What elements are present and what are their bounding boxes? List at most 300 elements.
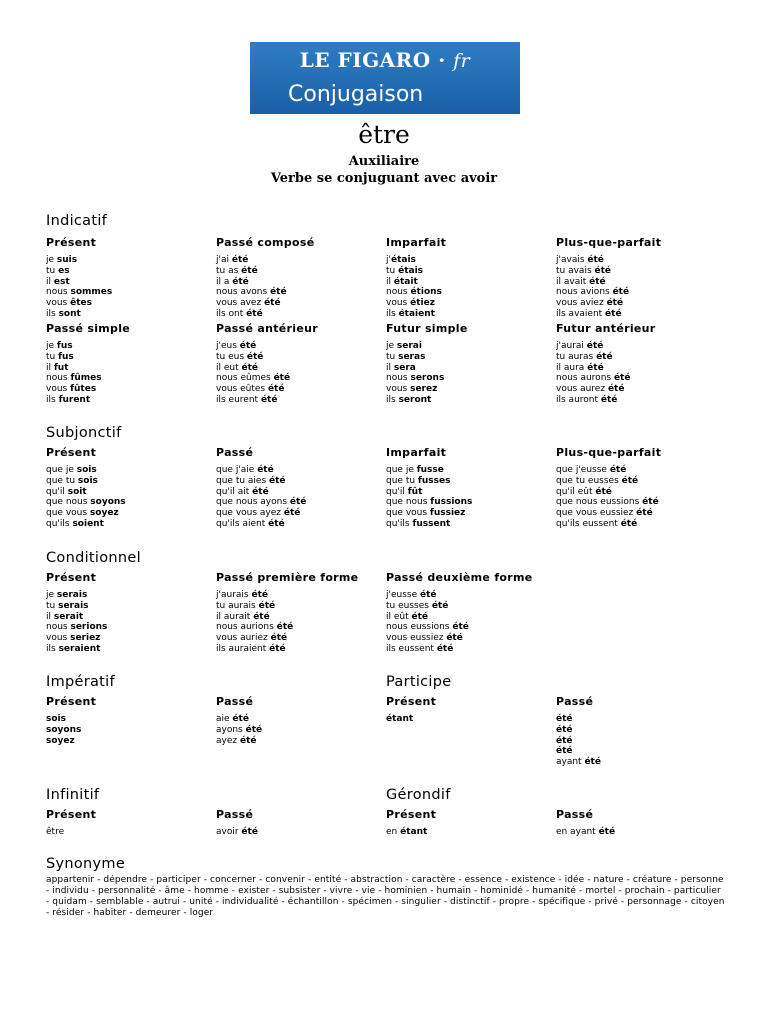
conjugation-prefix: ils auraient [216, 643, 270, 654]
conjugation-prefix: j'aurai [556, 341, 587, 351]
conjugation-form: été [436, 643, 454, 654]
conjugation-prefix: en ayant [556, 827, 599, 837]
conjugation-form: fus [56, 341, 73, 351]
conjugation-form: été [621, 475, 639, 486]
conjugation-prefix: tu [386, 351, 399, 362]
conjugation-line [216, 465, 381, 476]
conjugation-line [216, 725, 381, 736]
le-figaro-logo [250, 42, 520, 114]
conjugation-prefix: il aurait [216, 611, 254, 622]
conjugation-line [216, 352, 381, 363]
tense-block [556, 322, 721, 406]
conjugation-prefix: je [386, 341, 397, 351]
tense-name: Passé deuxième forme [386, 571, 533, 584]
conjugation-form: été [446, 633, 463, 644]
conjugation-form: été [273, 373, 291, 384]
conjugation-form: été [257, 465, 274, 475]
conjugation-prefix: tu as [216, 265, 242, 276]
conjugation-line [46, 298, 211, 309]
conjugation-prefix: que nous [386, 497, 431, 508]
tense-name: Présent [46, 808, 97, 821]
conjugation-form: été [613, 373, 631, 384]
tense-block [386, 446, 551, 530]
conjugation-line [386, 487, 551, 498]
conjugation-line [216, 827, 381, 838]
logo-brand [250, 48, 520, 72]
conjugation-prefix: il [386, 362, 394, 373]
conjugation-line [556, 341, 721, 352]
conjugation-line [46, 476, 211, 487]
conjugation-line [386, 287, 551, 298]
conjugation-form: étais [398, 265, 424, 276]
tense-name: Présent [46, 236, 97, 249]
conjugation-line [216, 497, 381, 508]
conjugation-form: fussions [430, 497, 473, 508]
conjugation-form: été [232, 276, 249, 287]
tense-block [216, 808, 381, 838]
conjugation-form: fut [53, 362, 69, 373]
conjugation-form: fusses [417, 475, 451, 486]
tense-name: Passé [216, 695, 254, 708]
conjugation-line [556, 714, 721, 725]
conjugation-prefix: que tu eusses [556, 475, 622, 486]
conjugation-form: fûtes [70, 384, 97, 395]
conjugation-form: été [276, 622, 294, 633]
conjugation-form: été [258, 600, 276, 611]
conjugation-line [556, 746, 721, 757]
conjugation-line [216, 736, 381, 747]
conjugation-form: été [594, 265, 612, 276]
conjugation-prefix: j'ai [216, 255, 232, 265]
conjugation-form: été [251, 590, 268, 600]
conjugation-form: suis [56, 255, 78, 265]
tense-name: Passé [556, 808, 594, 821]
conjugation-line [556, 309, 721, 320]
tense-name: Présent [386, 695, 437, 708]
conjugation-line [46, 384, 211, 395]
conjugation-line [386, 476, 551, 487]
conjugation-prefix: je [46, 255, 57, 265]
conjugation-form: été [556, 724, 573, 735]
conjugation-line [386, 373, 551, 384]
conjugation-line [216, 373, 381, 384]
conjugation-prefix: que je [46, 465, 77, 475]
conjugation-line [556, 519, 721, 530]
conjugation-form: été [232, 714, 249, 724]
conjugation-prefix: vous auriez [216, 633, 271, 644]
conjugation-line [386, 497, 551, 508]
conjugation-form: été [596, 351, 613, 362]
conjugation-form: sera [393, 362, 416, 373]
conjugation-line [216, 266, 381, 277]
tense-name: Imparfait [386, 236, 447, 249]
conjugation-line [556, 487, 721, 498]
tense-block [46, 695, 211, 746]
conjugation-form: été [252, 486, 269, 497]
conjugation-form: êtes [70, 298, 92, 309]
conjugation-line [216, 714, 381, 725]
conjugation-prefix: j'eusse [386, 590, 420, 600]
conjugation-line [386, 622, 551, 633]
conjugation-line [556, 508, 721, 519]
conjugation-prefix: ils [386, 394, 399, 405]
conjugation-form: été [267, 384, 285, 395]
conjugation-line [46, 633, 211, 644]
conjugation-line [216, 601, 381, 612]
conjugation-prefix: tu auras [556, 351, 597, 362]
conjugation-line [386, 827, 551, 838]
conjugation-line [386, 277, 551, 288]
conjugation-line [46, 395, 211, 406]
conjugation-line [386, 508, 551, 519]
conjugation-form: serait [53, 611, 84, 622]
conjugation-prefix: tu eus [216, 351, 247, 362]
conjugation-form: été [239, 735, 257, 746]
conjugation-prefix: que vous [46, 508, 90, 519]
conjugation-line [46, 352, 211, 363]
conjugation-prefix: que vous eussiez [556, 508, 637, 519]
conjugation-form: été [269, 643, 286, 654]
conjugation-form: seriez [70, 633, 101, 644]
conjugation-line [46, 287, 211, 298]
conjugation-prefix: que vous ayez [216, 508, 284, 519]
conjugation-form: été [609, 465, 627, 475]
logo-brand-name: LE FIGARO [299, 48, 431, 72]
conjugation-prefix: nous avions [556, 287, 613, 298]
conjugation-line [386, 601, 551, 612]
conjugation-prefix: il eût [386, 611, 412, 622]
conjugation-line [386, 266, 551, 277]
tense-block [556, 446, 721, 530]
conjugation-prefix: nous aurons [556, 373, 614, 384]
conjugation-form: serez [410, 384, 438, 395]
conjugation-line [46, 508, 211, 519]
conjugation-prefix: tu aurais [216, 600, 259, 611]
conjugation-prefix: il eut [216, 362, 242, 373]
conjugation-form: fus [58, 351, 74, 362]
conjugation-form: été [452, 622, 469, 633]
conjugation-prefix: ils [46, 394, 59, 405]
conjugation-form: été [246, 308, 263, 319]
conjugation-line [216, 287, 381, 298]
conjugation-prefix: être [46, 827, 65, 837]
conjugation-form: été [598, 827, 616, 837]
conjugation-prefix: qu'ils [46, 518, 73, 529]
conjugation-form: été [607, 384, 625, 395]
conjugation-form: fussent [412, 518, 451, 529]
verb-type: Auxiliaire [348, 154, 420, 169]
conjugation-prefix: vous [386, 384, 411, 395]
conjugation-form: été [606, 298, 624, 309]
tense-block [386, 808, 551, 838]
tense-block [556, 236, 721, 320]
conjugation-form: été [260, 394, 278, 405]
conjugation-form: été [268, 518, 285, 529]
conjugation-prefix: que tu aies [216, 475, 270, 486]
tense-block [46, 322, 211, 406]
conjugation-line [556, 384, 721, 395]
conjugation-form: seront [398, 394, 432, 405]
conjugation-prefix: vous avez [216, 298, 265, 309]
conjugation-form: sois [77, 475, 98, 486]
conjugation-line [46, 465, 211, 476]
conjugation-prefix: nous eussions [386, 622, 453, 633]
conjugation-prefix: ayons [216, 724, 246, 735]
conjugation-form: été [605, 308, 622, 319]
conjugation-prefix: nous [46, 622, 71, 633]
conjugation-prefix: tu eusses [386, 600, 432, 611]
conjugation-line [216, 519, 381, 530]
conjugation-prefix: qu'ils aient [216, 518, 269, 529]
section-gerondif: Gérondif [386, 787, 451, 803]
conjugation-form: soyez [46, 735, 75, 746]
conjugation-form: été [431, 600, 449, 611]
conjugation-prefix: aie [216, 714, 233, 724]
conjugation-form: été [270, 287, 287, 298]
conjugation-prefix: que tu [46, 475, 78, 486]
conjugation-line [556, 465, 721, 476]
conjugation-form: été [600, 394, 618, 405]
conjugation-prefix: ayez [216, 735, 240, 746]
conjugation-line [386, 298, 551, 309]
conjugation-line [556, 736, 721, 747]
conjugation-form: été [584, 757, 601, 768]
tense-name: Passé simple [46, 322, 131, 335]
tense-name: Passé composé [216, 236, 315, 249]
conjugation-form: fusse [416, 465, 444, 475]
conjugation-prefix: tu [46, 265, 59, 276]
conjugation-form: es [58, 265, 70, 276]
conjugation-form: soyons [46, 724, 82, 735]
conjugation-line [46, 725, 211, 736]
tense-name: Présent [46, 695, 97, 708]
conjugation-form: étaient [398, 308, 435, 319]
conjugation-prefix: en [386, 827, 401, 837]
conjugation-form: sommes [70, 287, 113, 298]
conjugation-form: été [289, 497, 307, 508]
conjugation-line [46, 601, 211, 612]
conjugation-line [556, 287, 721, 298]
conjugation-prefix: nous [386, 287, 411, 298]
conjugation-prefix: qu'il ait [216, 486, 253, 497]
conjugation-form: serions [70, 622, 108, 633]
conjugation-form: serai [396, 341, 422, 351]
conjugation-prefix: que j'eusse [556, 465, 610, 475]
conjugation-form: été [636, 508, 653, 519]
conjugation-line [386, 255, 551, 266]
conjugation-line [46, 341, 211, 352]
conjugation-line [216, 341, 381, 352]
conjugation-form: été [411, 611, 429, 622]
tense-name: Passé [216, 446, 254, 459]
tense-name: Imparfait [386, 446, 447, 459]
conjugation-form: serais [56, 590, 88, 600]
conjugation-form: été [270, 633, 288, 644]
conjugation-line [46, 612, 211, 623]
conjugation-line [216, 309, 381, 320]
tense-name: Passé [556, 695, 594, 708]
tense-name: Futur simple [386, 322, 468, 335]
tense-block [556, 808, 721, 838]
conjugation-line [46, 590, 211, 601]
conjugation-prefix: que je [386, 465, 417, 475]
conjugation-prefix: tu [386, 265, 399, 276]
conjugation-line [556, 255, 721, 266]
conjugation-prefix: ils eurent [216, 394, 261, 405]
conjugation-prefix: je [46, 590, 57, 600]
conjugation-prefix: ils [386, 308, 399, 319]
conjugation-prefix: que nous ayons [216, 497, 290, 508]
tense-block [216, 571, 381, 655]
tense-block [386, 695, 551, 725]
section-synonyme: Synonyme [46, 856, 126, 872]
conjugation-line [46, 309, 211, 320]
conjugation-prefix: ayant [556, 757, 585, 768]
conjugation-prefix: il a [216, 276, 233, 287]
conjugation-prefix: il [46, 362, 54, 373]
conjugation-line [556, 827, 721, 838]
conjugation-form: fûmes [70, 373, 102, 384]
conjugation-prefix: nous aurions [216, 622, 277, 633]
conjugation-prefix: que nous eussions [556, 497, 643, 508]
section-indicatif: Indicatif [46, 213, 108, 229]
conjugation-line [386, 341, 551, 352]
conjugation-prefix: vous [386, 298, 411, 309]
conjugation-prefix: tu [46, 600, 59, 611]
conjugation-prefix: il [46, 611, 54, 622]
conjugation-line [556, 298, 721, 309]
tense-block [386, 571, 551, 655]
conjugation-prefix: ils auront [556, 394, 601, 405]
tense-name: Passé première forme [216, 571, 359, 584]
conjugation-prefix: il avait [556, 276, 590, 287]
conjugation-form: sont [58, 308, 81, 319]
conjugation-line [556, 497, 721, 508]
tense-block [216, 322, 381, 406]
conjugation-line [46, 827, 211, 838]
conjugation-prefix: qu'il eût [556, 486, 596, 497]
conjugation-form: furent [58, 394, 91, 405]
conjugation-line [46, 266, 211, 277]
conjugation-form: est [53, 276, 70, 287]
conjugation-prefix: tu [46, 351, 59, 362]
conjugation-line [556, 363, 721, 374]
conjugation-line [216, 612, 381, 623]
conjugation-form: été [283, 508, 301, 519]
conjugation-prefix: ils avaient [556, 308, 606, 319]
conjugation-form: étions [410, 287, 442, 298]
conjugation-form: soit [67, 486, 87, 497]
conjugation-form: été [241, 362, 259, 373]
conjugation-line [46, 714, 211, 725]
section-subjonctif: Subjonctif [46, 425, 122, 441]
conjugation-prefix: je [46, 341, 57, 351]
tense-name: Présent [386, 808, 437, 821]
conjugation-form: été [587, 255, 604, 265]
conjugation-prefix: nous avons [216, 287, 271, 298]
conjugation-prefix: que vous [386, 508, 430, 519]
conjugation-line [556, 352, 721, 363]
conjugation-line [386, 633, 551, 644]
conjugation-prefix: nous [386, 373, 411, 384]
conjugation-line [216, 255, 381, 266]
conjugation-prefix: il aura [556, 362, 588, 373]
conjugation-line [216, 508, 381, 519]
conjugation-form: été [587, 362, 604, 373]
conjugation-form: étant [386, 714, 414, 724]
conjugation-line [216, 395, 381, 406]
conjugation-form: soyons [90, 497, 126, 508]
conjugation-prefix: vous [46, 384, 71, 395]
conjugation-form: serais [58, 600, 89, 611]
conjugation-form: étais [390, 255, 416, 265]
conjugation-form: été [556, 714, 573, 724]
conjugation-prefix: ils [46, 643, 59, 654]
conjugation-line [386, 519, 551, 530]
conjugation-line [46, 277, 211, 288]
conjugation-form: été [589, 276, 606, 287]
conjugation-prefix: j' [386, 255, 391, 265]
conjugation-line [216, 277, 381, 288]
conjugation-form: étiez [410, 298, 435, 309]
conjugation-prefix: vous [46, 633, 71, 644]
conjugation-form: été [245, 724, 263, 735]
logo-suffix: fr [453, 50, 471, 72]
conjugation-prefix: il [46, 276, 54, 287]
conjugation-prefix: ils ont [216, 308, 247, 319]
conjugation-form: été [586, 341, 604, 351]
conjugation-form: été [239, 341, 257, 351]
tense-block [216, 695, 381, 746]
conjugation-form: été [642, 497, 659, 508]
conjugation-line [556, 277, 721, 288]
conjugation-form: été [264, 298, 281, 309]
conjugation-form: été [246, 351, 264, 362]
conjugation-prefix: nous [46, 373, 71, 384]
conjugation-prefix: j'aurais [216, 590, 252, 600]
conjugation-prefix: nous [46, 287, 71, 298]
tense-block [386, 322, 551, 406]
conjugation-prefix: vous eussiez [386, 633, 447, 644]
conjugation-form: soient [72, 518, 104, 529]
conjugation-prefix: que nous [46, 497, 91, 508]
conjugation-line [46, 487, 211, 498]
conjugation-form: été [595, 486, 612, 497]
section-infinitif: Infinitif [46, 787, 100, 803]
tense-block [46, 236, 211, 320]
conjugation-line [216, 363, 381, 374]
conjugation-line [386, 384, 551, 395]
conjugation-prefix: avoir [216, 827, 242, 837]
conjugation-prefix: qu'il [386, 486, 408, 497]
conjugation-line [216, 644, 381, 655]
conjugation-line [386, 714, 551, 725]
conjugation-line [556, 725, 721, 736]
tense-name: Passé antérieur [216, 322, 318, 335]
conjugation-form: sois [46, 714, 66, 724]
tense-name: Présent [46, 446, 97, 459]
conjugation-prefix: ils [46, 308, 59, 319]
tense-block [556, 695, 721, 768]
conjugation-line [216, 298, 381, 309]
tense-name: Futur antérieur [556, 322, 656, 335]
tense-name: Plus-que-parfait [556, 236, 662, 249]
conjugation-prefix: vous eûtes [216, 384, 268, 395]
tense-block [46, 571, 211, 655]
tense-block [46, 446, 211, 530]
conjugation-prefix: j'eus [216, 341, 240, 351]
section-conditionnel: Conditionnel [46, 550, 141, 566]
